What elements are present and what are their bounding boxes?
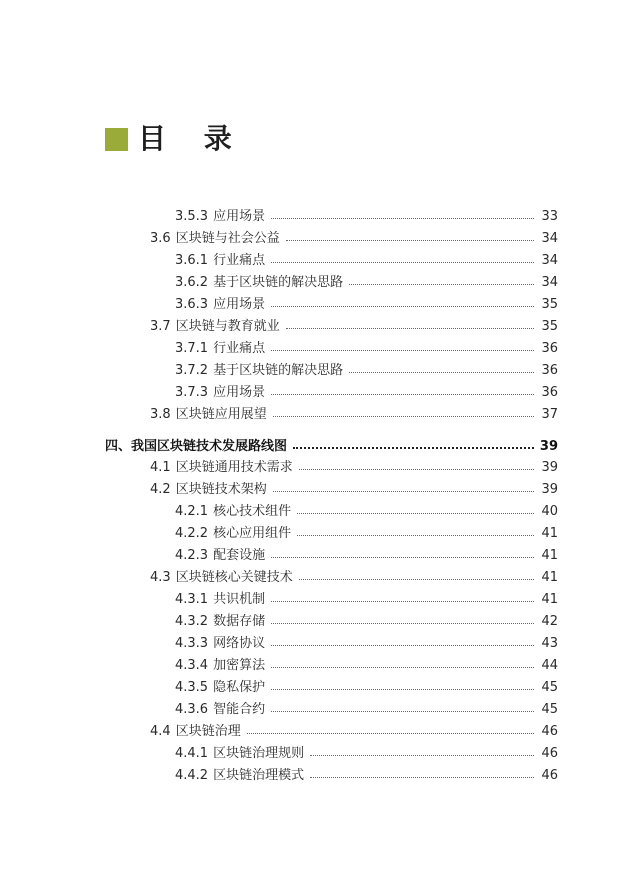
toc-entry-number: 3.6 (150, 230, 171, 246)
dot-leader (271, 305, 534, 307)
toc-entry-number: 4.3 (150, 570, 171, 586)
dot-leader (273, 415, 534, 417)
toc-entry-title: 行业痛点 (213, 252, 266, 268)
page-title: 目 录 (138, 122, 246, 155)
toc-entry-title: 基于区块链的解决思路 (213, 274, 344, 290)
dot-leader (310, 776, 534, 778)
toc-entry-page-number: 43 (541, 636, 558, 652)
toc-entry-title: 共识机制 (213, 592, 266, 608)
dot-leader (310, 754, 534, 756)
toc-entry-title: 应用场景 (213, 384, 266, 400)
toc-entry-number: 3.6.2 (175, 274, 209, 290)
dot-leader (297, 512, 534, 514)
toc-entry-title: 区块链应用展望 (175, 406, 267, 422)
toc-entry-title: 基于区块链的解决思路 (213, 362, 344, 378)
toc-entry[interactable] (175, 546, 558, 566)
toc-entry-page-number: 35 (541, 318, 558, 334)
toc-entry-title: 数据存储 (213, 614, 266, 630)
toc-entry-title: 区块链通用技术需求 (175, 460, 293, 476)
toc-entry[interactable] (175, 700, 558, 720)
toc-entry-page-number: 46 (541, 767, 558, 783)
toc-entry-page-number: 36 (541, 384, 558, 400)
toc-chapter-entry[interactable] (105, 437, 558, 457)
toc-entry[interactable] (150, 722, 558, 742)
toc-entry[interactable] (175, 339, 558, 359)
toc-entry-title: 行业痛点 (213, 340, 266, 356)
toc-entry-title: 区块链治理模式 (213, 767, 305, 783)
toc-entry-page-number: 41 (541, 592, 558, 608)
toc-entry-page-number: 37 (541, 406, 558, 422)
toc-entry[interactable] (175, 590, 558, 610)
toc-entry-page-number: 34 (541, 252, 558, 268)
toc-entry-number: 4.3.4 (175, 658, 209, 673)
toc-entry-number: 3.7 (150, 318, 171, 334)
toc-entry-page-number: 35 (541, 296, 558, 312)
toc-entry[interactable] (175, 634, 558, 654)
toc-entry-number: 3.7.1 (175, 340, 209, 356)
dot-leader (299, 468, 534, 470)
toc-entry-number: 4.4.2 (175, 767, 209, 783)
toc-entry[interactable] (150, 458, 558, 478)
dot-leader (349, 283, 534, 285)
dot-leader (271, 349, 534, 351)
green-square-marker (105, 128, 128, 151)
toc-entry-page-number: 41 (541, 570, 558, 586)
dot-leader (349, 371, 534, 373)
toc-entry-number: 4.4.1 (175, 745, 209, 761)
toc-entry-title: 核心应用组件 (213, 526, 292, 542)
toc-entry-page-number: 36 (541, 340, 558, 356)
toc-entry-page-number: 34 (541, 230, 558, 246)
toc-entry-title: 区块链技术架构 (175, 482, 267, 498)
toc-entry-title: 区块链与教育就业 (175, 318, 280, 334)
toc-entry-page-number: 46 (541, 745, 558, 761)
toc-entry-title: 配套设施 (213, 548, 266, 564)
dot-leader (271, 666, 534, 668)
toc-entry[interactable] (175, 207, 558, 227)
dot-leader (271, 622, 534, 624)
toc-entry-number: 4.4 (150, 723, 171, 739)
dot-leader (273, 490, 534, 492)
toc-entry-number: 3.7.2 (175, 362, 209, 378)
toc-entry-number: 4.3.5 (175, 679, 209, 695)
dot-leader (271, 217, 534, 219)
dot-leader (271, 556, 534, 558)
toc-entry-title: 加密算法 (213, 658, 266, 673)
toc-entry-number: 4.3.3 (175, 636, 209, 652)
toc-entry-page-number: 46 (541, 723, 558, 739)
toc-entry-page-number: 45 (541, 701, 558, 717)
toc-entry-number: 4.3.2 (175, 614, 209, 630)
toc-entry[interactable] (175, 524, 558, 544)
toc-entry[interactable] (150, 480, 558, 500)
toc-entry-page-number: 45 (541, 679, 558, 695)
toc-entry-number: 4.3.6 (175, 701, 209, 717)
toc-entry-page-number: 44 (541, 658, 558, 673)
toc-entry-title: 网络协议 (213, 636, 266, 652)
toc-entry-title: 区块链核心关键技术 (175, 570, 293, 586)
toc-entry-number: 3.6.3 (175, 296, 209, 312)
toc-entry-page-number: 39 (541, 460, 558, 476)
toc-entry-title: 区块链与社会公益 (175, 230, 280, 246)
toc-entry-page-number: 41 (541, 526, 558, 542)
dot-leader (271, 261, 534, 263)
dot-leader (293, 446, 534, 449)
toc-entry[interactable] (175, 383, 558, 403)
toc-entry-number: 4.2.3 (175, 548, 209, 564)
toc-entry-title: 隐私保护 (213, 679, 266, 695)
toc-entry[interactable] (175, 251, 558, 271)
toc-entry-number: 3.5.3 (175, 209, 209, 224)
toc-entry-title: 区块链治理 (175, 723, 241, 739)
toc-entry-page-number: 39 (541, 482, 558, 498)
dot-leader (271, 710, 534, 712)
toc-entry-page-number: 33 (541, 209, 558, 224)
toc-entry-page-number: 41 (541, 548, 558, 564)
toc-entry-page-number: 36 (541, 362, 558, 378)
toc-entry-number: 4.3.1 (175, 592, 209, 608)
toc-entry-page-number: 42 (541, 614, 558, 630)
toc-entry[interactable] (175, 678, 558, 698)
toc-entry[interactable] (175, 361, 558, 381)
toc-entry-number: 4.2.2 (175, 526, 209, 542)
toc-entry[interactable] (175, 744, 558, 764)
toc-entry-number: 四、 (105, 438, 132, 454)
dot-leader (247, 732, 534, 734)
dot-leader (299, 578, 534, 580)
dot-leader (271, 600, 534, 602)
dot-leader (271, 393, 534, 395)
toc-entry[interactable] (175, 273, 558, 293)
toc-entry[interactable] (175, 502, 558, 522)
dot-leader (271, 688, 534, 690)
toc-entry-title: 应用场景 (213, 209, 266, 224)
dot-leader (286, 327, 534, 329)
toc-entry[interactable] (175, 612, 558, 632)
toc-entry-title: 核心技术组件 (213, 504, 292, 520)
toc-entry[interactable] (175, 766, 558, 786)
toc-entry-title: 区块链治理规则 (213, 745, 305, 761)
toc-entry[interactable] (175, 295, 558, 315)
toc-entry-number: 4.1 (150, 460, 171, 476)
toc-entry-page-number: 40 (541, 504, 558, 520)
toc-entry-number: 3.7.3 (175, 384, 209, 400)
toc-entry[interactable] (175, 656, 558, 676)
dot-leader (271, 644, 534, 646)
toc-entry[interactable] (150, 405, 558, 425)
toc-entry-number: 3.6.1 (175, 252, 209, 268)
toc-entry-number: 4.2.1 (175, 504, 209, 520)
toc-entry-page-number: 34 (541, 274, 558, 290)
toc-entry-title: 我国区块链技术发展路线图 (131, 438, 288, 454)
toc-entry-title: 应用场景 (213, 296, 266, 312)
toc-entry-title: 智能合约 (213, 701, 266, 717)
dot-leader (286, 239, 534, 241)
dot-leader (297, 534, 534, 536)
toc-header (105, 122, 246, 156)
toc-entry-page-number: 39 (539, 438, 558, 454)
toc-entry-number: 3.8 (150, 406, 171, 422)
toc-entry[interactable] (150, 568, 558, 588)
toc-entry[interactable] (150, 229, 558, 249)
toc-entry[interactable] (150, 317, 558, 337)
toc-entry-number: 4.2 (150, 482, 171, 498)
